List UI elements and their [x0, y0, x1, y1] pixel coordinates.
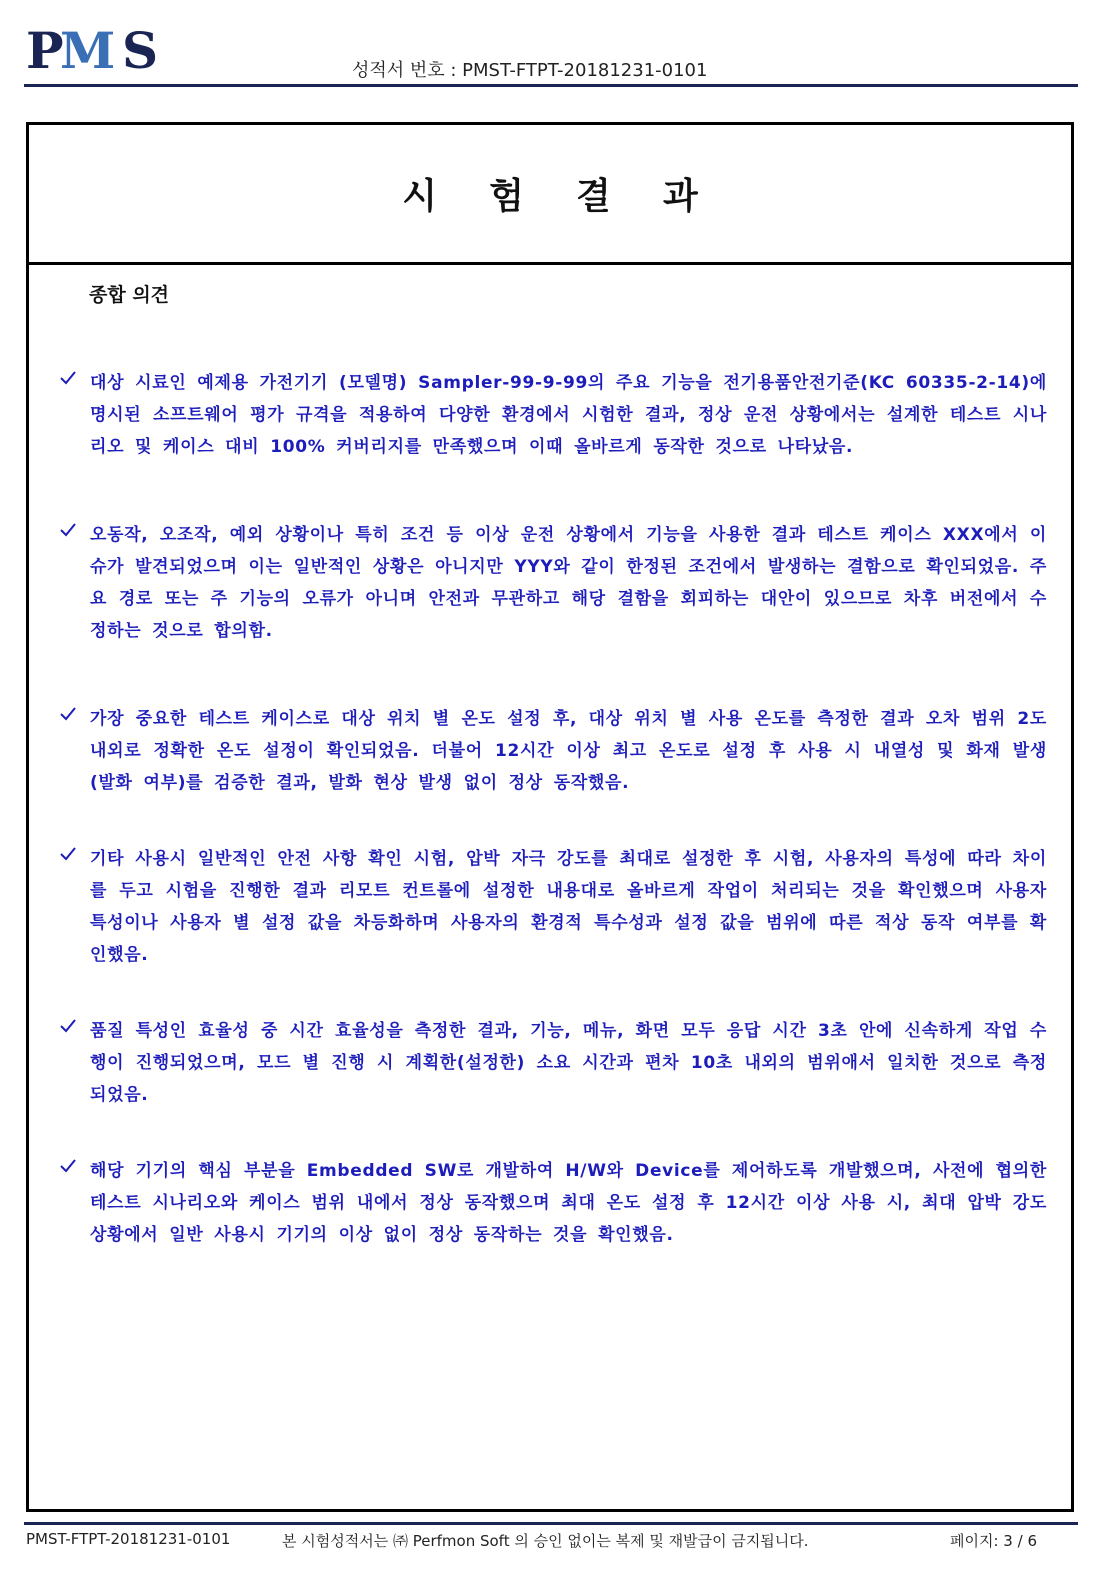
checkmark-icon — [57, 703, 79, 725]
opinion-item — [57, 1155, 1047, 1251]
opinion-item — [57, 1015, 1047, 1111]
page-number: 페이지: 3 / 6 — [950, 1532, 1037, 1550]
opinion-item — [57, 367, 1047, 463]
checkmark-icon — [57, 1155, 79, 1177]
opinion-item — [57, 519, 1047, 647]
checkmark-icon — [57, 843, 79, 865]
svg-text:S: S — [122, 24, 159, 72]
checkmark-icon — [57, 367, 79, 389]
summary-heading: 종합 의견 — [89, 284, 170, 306]
footer-doc-number: PMST-FTPT-20181231-0101 — [26, 1530, 231, 1548]
opinion-text: 품질 특성인 효율성 중 시간 효율성을 측정한 결과, 기능, 메뉴, 화면 모두 응답 시간 3초 안에 신속하게 작업 수행이 진행되었으며, 모드 별 진행 시 계획한(설정한) 소요 시간과 편차 10초 내외의 범위애서 일치한 것으로 측정되었음. — [90, 1021, 1047, 1105]
opinion-text: 오동작, 오조작, 예외 상황이나 특히 조건 등 이상 운전 상황에서 기능을 사용한 결과 테스트 케이스 XXX에서 이슈가 발견되었으며 이는 일반적인 상황은 아니지만 YYY와 같이 한정된 조건에서 발생하는 결함으로 확인되었음. 주요 경로 또는 주 기능의 오류가 아니며 안전과 무관하고 해당 결함을 회피하는 대안이 있으므로 차후 버전에서 수정하는 것으로 합의함. — [90, 525, 1047, 641]
opinion-text: 해당 기기의 핵심 부분을 Embedded SW로 개발하여 H/W와 Device를 제어하도록 개발했으며, 사전에 협의한 테스트 시나리오와 케이스 범위 내에서 정상 동작했으며 최대 온도 설정 후 12시간 이상 사용 시, 최대 압박 강도 상황에서 일반 사용시 기기의 이상 없이 정상 동작하는 것을 확인했음. — [90, 1161, 1047, 1245]
opinion-text: 기타 사용시 일반적인 안전 사항 확인 시험, 압박 자극 강도를 최대로 설정한 후 시험, 사용자의 특성에 따라 차이를 두고 시험을 진행한 결과 리모트 컨트롤에 설정한 내용대로 올바르게 작업이 처리되는 것을 확인했으며 사용자 특성이나 사용자 별 설정 값을 차등화하며 사용자의 환경적 특수성과 설정 값을 범위에 따른 적상 동작 여부를 확인했음. — [90, 849, 1047, 965]
footer-notice: 본 시험성적서는 ㈜ Perfmon Soft 의 승인 없이는 복제 및 재발급이 금지됩니다. — [282, 1532, 809, 1550]
doc-number-label: 성적서 번호 : PMST-FTPT-20181231-0101 — [352, 60, 708, 81]
svg-text:M: M — [60, 24, 114, 72]
footer-divider — [24, 1522, 1078, 1525]
header-divider — [24, 84, 1078, 87]
svg-text:P: P — [26, 24, 62, 72]
result-frame — [26, 122, 1074, 1512]
title-box — [29, 125, 1071, 265]
opinion-text: 가장 중요한 테스트 케이스로 대상 위치 별 온도 설정 후, 대상 위치 별 사용 온도를 측정한 결과 오차 범위 2도 내외로 정확한 온도 설정이 확인되었음. 더불어 12시간 이상 최고 온도로 설정 후 사용 시 내열성 및 화재 발생(발화 여부)를 검증한 결과, 발화 현상 발생 없이 정상 동작했음. — [90, 709, 1047, 793]
pms-logo — [26, 24, 171, 72]
checkmark-icon — [57, 1015, 79, 1037]
opinion-item — [57, 703, 1047, 799]
page-title: 시 험 결 과 — [402, 176, 718, 217]
opinion-item — [57, 843, 1047, 971]
opinion-text: 대상 시료인 예제용 가전기기 (모델명) Sampler-99-9-99의 주요 기능을 전기용품안전기준(KC 60335-2-14)에 명시된 소프트웨어 평가 규격을 적용하여 다양한 환경에서 시험한 결과, 정상 운전 상황에서는 설계한 테스트 시나리오 및 케이스 대비 100% 커버리지를 만족했으며 이때 올바르게 동작한 것으로 나타났음. — [90, 373, 1047, 457]
checkmark-icon — [57, 519, 79, 541]
